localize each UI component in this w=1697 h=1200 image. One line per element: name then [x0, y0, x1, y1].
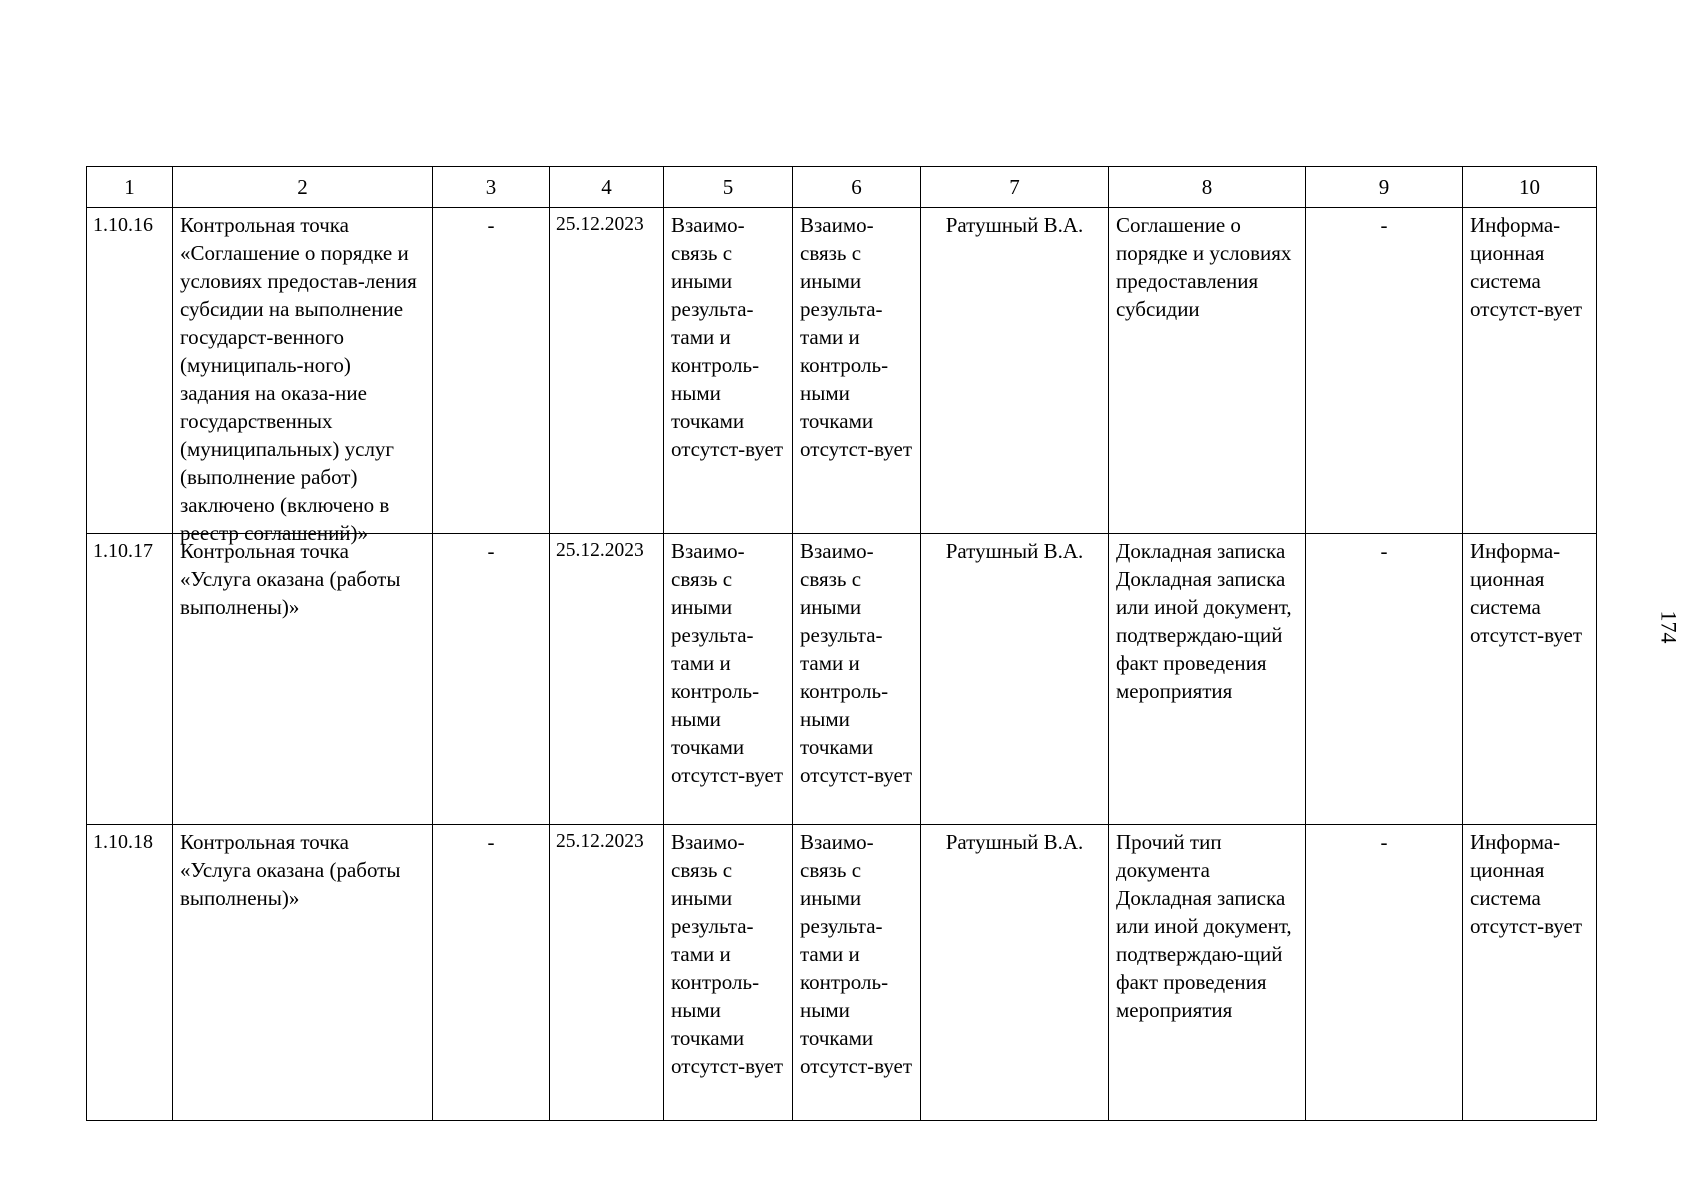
row-number: 1.10.18 [87, 825, 173, 1121]
due-date: 25.12.2023 [550, 208, 664, 534]
row-number: 1.10.16 [87, 208, 173, 534]
table-row [87, 825, 1597, 1121]
column-header: 2 [173, 167, 433, 208]
control-point-name: Контрольная точка «Услуга оказана (работы выполнены)» [173, 825, 433, 1121]
document-type: Соглашение о порядке и условиях предоставления субсидии [1109, 208, 1306, 534]
due-date: 25.12.2023 [550, 825, 664, 1121]
column-header: 9 [1306, 167, 1463, 208]
document-type: Докладная записка Докладная записка или иной документ, подтверждаю-щий факт проведения мероприятия [1109, 534, 1306, 825]
col6-value: Взаимо-связь с иными результа-тами и контроль-ными точками отсутст-вует [793, 208, 921, 534]
col9-value: - [1306, 534, 1463, 825]
column-header: 8 [1109, 167, 1306, 208]
information-system: Информа-ционная система отсутст-вует [1463, 208, 1597, 534]
control-points-table [86, 166, 1597, 1121]
document-type: Прочий тип документа Докладная записка или иной документ, подтверждаю-щий факт проведения мероприятия [1109, 825, 1306, 1121]
responsible-person: Ратушный В.А. [921, 825, 1109, 1121]
control-point-name [173, 208, 433, 545]
col9-value: - [1306, 825, 1463, 1121]
page-number: 174 [1656, 610, 1682, 644]
information-system: Информа-ционная система отсутст-вует [1463, 825, 1597, 1121]
information-system: Информа-ционная система отсутст-вует [1463, 534, 1597, 825]
table-header-row [87, 167, 1597, 208]
column-header: 7 [921, 167, 1109, 208]
col5-value: Взаимо-связь с иными результа-тами и контроль-ными точками отсутст-вует [664, 534, 793, 825]
table-row [87, 208, 1597, 534]
col5-value: Взаимо-связь с иными результа-тами и контроль-ными точками отсутст-вует [664, 208, 793, 534]
due-date: 25.12.2023 [550, 534, 664, 825]
column-header: 4 [550, 167, 664, 208]
column-header: 3 [433, 167, 550, 208]
col3-value: - [433, 208, 550, 534]
row-number: 1.10.17 [87, 534, 173, 825]
col3-value: - [433, 825, 550, 1121]
control-point-name: Контрольная точка «Услуга оказана (работы выполнены)» [173, 534, 433, 825]
col9-value: - [1306, 208, 1463, 534]
column-header: 1 [87, 167, 173, 208]
responsible-person: Ратушный В.А. [921, 208, 1109, 534]
control-point-name-text: Контрольная точка «Соглашение о порядке и условиях предостав-ления субсидии на выполнение государст-венного (муниципаль-ного) задания на оказа-ние государственных (муниципальных) услуг (выполнение работ) заключено (включено в реестр соглашений)» [180, 213, 417, 545]
column-header: 5 [664, 167, 793, 208]
col5-value: Взаимо-связь с иными результа-тами и контроль-ными точками отсутст-вует [664, 825, 793, 1121]
responsible-person: Ратушный В.А. [921, 534, 1109, 825]
col3-value: - [433, 534, 550, 825]
col6-value: Взаимо-связь с иными результа-тами и контроль-ными точками отсутст-вует [793, 825, 921, 1121]
column-header: 6 [793, 167, 921, 208]
column-header: 10 [1463, 167, 1597, 208]
table-row [87, 534, 1597, 825]
col6-value: Взаимо-связь с иными результа-тами и контроль-ными точками отсутст-вует [793, 534, 921, 825]
